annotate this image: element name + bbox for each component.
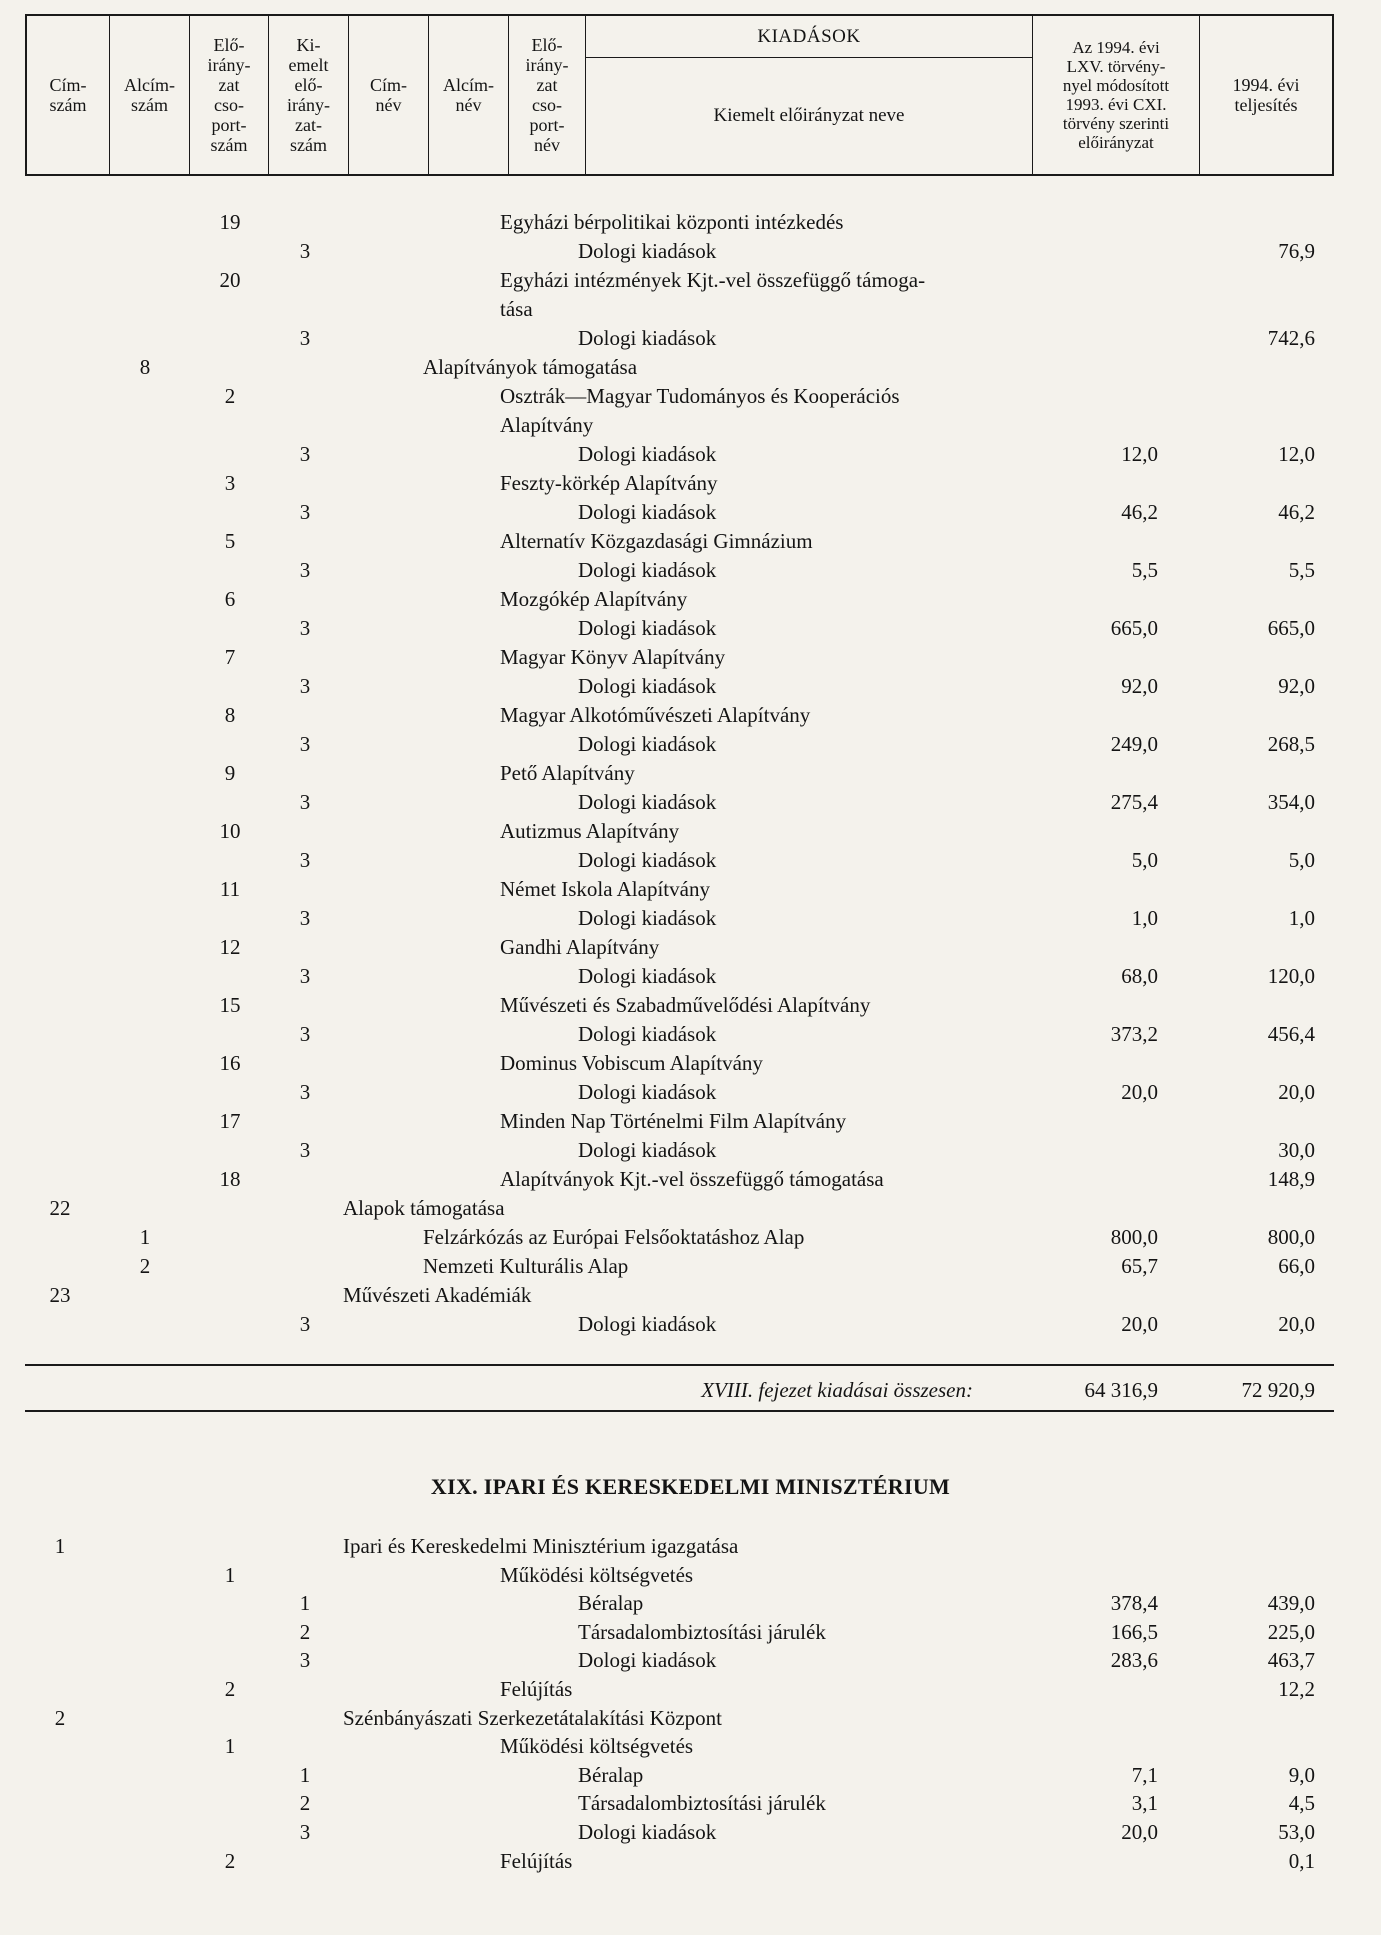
cell-cim-szam: 1 (54, 1534, 66, 1558)
cell-alcim-nev: Alapítványok támogatása (423, 355, 638, 379)
cell-kiemelt-eloiranyzat-nev: Dologi kiadások (578, 1080, 717, 1104)
cell-eloiranyzat-csoport-nev: tása (500, 297, 533, 321)
cell-eloiranyzat-csoport-nev: Magyar Alkotóművészeti Alapítvány (500, 703, 811, 727)
cell-cim-nev: Művészeti Akadémiák (343, 1283, 532, 1307)
cell-eloiranyzat-csoport-szam: 8 (224, 703, 236, 727)
header-teljesites: 1994. évi teljesítés (1232, 75, 1300, 115)
cell-eloiranyzat-csoport-szam: 19 (219, 210, 241, 234)
cell-eloiranyzat-csoport-nev: Osztrák—Magyar Tudományos és Kooperációs (500, 384, 900, 408)
cell-kiemelt-eloiranyzat-szam: 3 (299, 1312, 311, 1336)
table-row (0, 1252, 1381, 1280)
table-row (0, 1675, 1381, 1703)
cell-kiemelt-eloiranyzat-nev: Béralap (578, 1591, 644, 1616)
cell-alcim-szam: 1 (139, 1225, 151, 1249)
table-row (0, 1078, 1381, 1106)
cell-modositott-eloiranyzat: 800,0 (1110, 1225, 1158, 1249)
header-cim-nev: Cím- név (349, 16, 429, 174)
cell-teljesites: 463,7 (1267, 1648, 1315, 1673)
table-row (0, 1732, 1381, 1760)
cell-modositott-eloiranyzat: 92,0 (1121, 674, 1158, 698)
cell-teljesites: 20,0 (1278, 1312, 1315, 1336)
cell-eloiranyzat-csoport-nev: Működési költségvetés (500, 1562, 694, 1587)
table-row (0, 1789, 1381, 1817)
table-row (0, 1165, 1381, 1193)
cell-teljesites: 148,9 (1267, 1167, 1315, 1191)
cell-eloiranyzat-csoport-szam: 7 (224, 645, 236, 669)
table-row (0, 527, 1381, 555)
cell-eloiranyzat-csoport-szam: 9 (224, 761, 236, 785)
cell-teljesites: 9,0 (1288, 1762, 1315, 1787)
table-row (0, 1561, 1381, 1589)
cell-eloiranyzat-csoport-szam: 17 (219, 1109, 241, 1133)
cell-eloiranyzat-csoport-nev: Magyar Könyv Alapítvány (500, 645, 726, 669)
table-row (0, 904, 1381, 932)
cell-teljesites: 76,9 (1278, 239, 1315, 263)
cell-kiemelt-eloiranyzat-szam: 3 (299, 1820, 311, 1844)
cell-eloiranyzat-csoport-szam: 2 (224, 384, 236, 408)
cell-kiemelt-eloiranyzat-nev: Társadalombiztosítási járulék (578, 1619, 826, 1644)
total-modositott: 64 316,9 (1084, 1378, 1158, 1402)
cell-alcim-nev: Nemzeti Kulturális Alap (423, 1254, 629, 1278)
table-row (0, 295, 1381, 323)
cell-modositott-eloiranyzat: 283,6 (1110, 1648, 1158, 1673)
cell-modositott-eloiranyzat: 46,2 (1121, 500, 1158, 524)
table-row (0, 469, 1381, 497)
cell-eloiranyzat-csoport-nev: Minden Nap Történelmi Film Alapítvány (500, 1109, 847, 1133)
cell-kiemelt-eloiranyzat-nev: Dologi kiadások (578, 239, 717, 263)
section-title: XIX. IPARI ÉS KERESKEDELMI MINISZTÉRIUM (430, 1474, 951, 1499)
cell-modositott-eloiranyzat: 5,0 (1131, 848, 1158, 872)
cell-alcim-szam: 8 (139, 355, 151, 379)
table-row (0, 1107, 1381, 1135)
cell-eloiranyzat-csoport-szam: 6 (224, 587, 236, 611)
table-row (0, 1589, 1381, 1617)
cell-kiemelt-eloiranyzat-szam: 1 (299, 1762, 311, 1787)
table-row (0, 1618, 1381, 1646)
header-cim-szam: Cím- szám (27, 16, 110, 174)
table-row (0, 1847, 1381, 1875)
cell-kiemelt-eloiranyzat-szam: 2 (299, 1791, 311, 1816)
table-row (0, 788, 1381, 816)
table-row (0, 730, 1381, 758)
cell-modositott-eloiranyzat: 275,4 (1110, 790, 1158, 814)
cell-teljesites: 354,0 (1267, 790, 1315, 814)
cell-teljesites: 46,2 (1278, 500, 1315, 524)
cell-teljesites: 742,6 (1267, 326, 1315, 350)
cell-kiemelt-eloiranyzat-nev: Béralap (578, 1762, 644, 1787)
cell-eloiranyzat-csoport-szam: 16 (219, 1051, 241, 1075)
cell-kiemelt-eloiranyzat-nev: Dologi kiadások (578, 790, 717, 814)
table-row (0, 846, 1381, 874)
table-header (25, 14, 1334, 176)
cell-cim-szam: 2 (54, 1705, 66, 1730)
cell-eloiranyzat-csoport-nev: Mozgókép Alapítvány (500, 587, 688, 611)
table-row (0, 1223, 1381, 1251)
cell-teljesites: 456,4 (1267, 1022, 1315, 1046)
cell-kiemelt-eloiranyzat-nev: Dologi kiadások (578, 848, 717, 872)
cell-kiemelt-eloiranyzat-szam: 3 (299, 790, 311, 814)
cell-modositott-eloiranyzat: 373,2 (1110, 1022, 1158, 1046)
cell-alcim-szam: 2 (139, 1254, 151, 1278)
table-row (0, 672, 1381, 700)
cell-kiemelt-eloiranyzat-szam: 3 (299, 239, 311, 263)
cell-eloiranyzat-csoport-nev: Dominus Vobiscum Alapítvány (500, 1051, 763, 1075)
cell-cim-nev: Szénbányászati Szerkezetátalakítási Központ (343, 1705, 723, 1730)
cell-teljesites: 66,0 (1278, 1254, 1315, 1278)
table-row (0, 440, 1381, 468)
cell-modositott-eloiranyzat: 20,0 (1121, 1312, 1158, 1336)
cell-eloiranyzat-csoport-nev: Művészeti és Szabadművelődési Alapítvány (500, 993, 871, 1017)
cell-teljesites: 665,0 (1267, 616, 1315, 640)
cell-teljesites: 5,5 (1288, 558, 1315, 582)
cell-eloiranyzat-csoport-nev: Gandhi Alapítvány (500, 935, 660, 959)
cell-alcim-nev: Felzárkózás az Európai Felsőoktatáshoz Alap (423, 1225, 805, 1249)
cell-kiemelt-eloiranyzat-szam: 2 (299, 1619, 311, 1644)
table-row (0, 324, 1381, 352)
table-row (0, 556, 1381, 584)
cell-kiemelt-eloiranyzat-szam: 3 (299, 1080, 311, 1104)
header-eloiranyzat-csoport-nev: Elő- irány- zat cso- port- név (509, 16, 586, 174)
total-rule-top (25, 1364, 1334, 1366)
cell-modositott-eloiranyzat: 249,0 (1110, 732, 1158, 756)
header-eloiranyzat-csoport-szam: Elő- irány- zat cso- port- szám (190, 16, 269, 174)
cell-modositott-eloiranyzat: 1,0 (1131, 906, 1158, 930)
cell-modositott-eloiranyzat: 68,0 (1121, 964, 1158, 988)
cell-teljesites: 0,1 (1288, 1848, 1315, 1873)
cell-kiemelt-eloiranyzat-nev: Dologi kiadások (578, 1138, 717, 1162)
cell-teljesites: 20,0 (1278, 1080, 1315, 1104)
cell-teljesites: 4,5 (1288, 1791, 1315, 1816)
header-alcim-nev: Alcím- név (429, 16, 509, 174)
table-row (0, 1020, 1381, 1048)
cell-kiemelt-eloiranyzat-szam: 3 (299, 732, 311, 756)
cell-modositott-eloiranyzat: 20,0 (1121, 1080, 1158, 1104)
cell-eloiranyzat-csoport-szam: 10 (219, 819, 241, 843)
cell-kiemelt-eloiranyzat-szam: 3 (299, 500, 311, 524)
cell-modositott-eloiranyzat: 3,1 (1131, 1791, 1158, 1816)
cell-eloiranyzat-csoport-nev: Egyházi intézmények Kjt.-vel összefüggő támoga- (500, 268, 926, 292)
cell-kiemelt-eloiranyzat-nev: Dologi kiadások (578, 616, 717, 640)
cell-kiemelt-eloiranyzat-nev: Dologi kiadások (578, 906, 717, 930)
cell-eloiranyzat-csoport-nev: Alapítvány (500, 413, 594, 437)
cell-modositott-eloiranyzat: 665,0 (1110, 616, 1158, 640)
cell-kiemelt-eloiranyzat-szam: 3 (299, 1022, 311, 1046)
table-row (0, 1310, 1381, 1338)
header-kiadasok: KIADÁSOK (586, 16, 1032, 58)
cell-kiemelt-eloiranyzat-nev: Dologi kiadások (578, 732, 717, 756)
cell-kiemelt-eloiranyzat-szam: 3 (299, 1138, 311, 1162)
header-alcim-szam: Alcím- szám (110, 16, 190, 174)
table-row (0, 1049, 1381, 1077)
table-row (0, 498, 1381, 526)
cell-teljesites: 53,0 (1278, 1820, 1315, 1844)
cell-modositott-eloiranyzat: 65,7 (1121, 1254, 1158, 1278)
header-kiemelt-eloiranyzat-szam: Ki- emelt elő- irány- zat- szám (269, 16, 349, 174)
total-label: XVIII. fejezet kiadásai összesen: (701, 1378, 973, 1402)
cell-eloiranyzat-csoport-nev: Pető Alapítvány (500, 761, 635, 785)
cell-eloiranyzat-csoport-szam: 11 (219, 877, 241, 901)
table-row (0, 585, 1381, 613)
cell-eloiranyzat-csoport-nev: Egyházi bérpolitikai központi intézkedés (500, 210, 844, 234)
header-modositott-eloiranyzat: Az 1994. évi LXV. törvény- nyel módosított 1993. évi CXI. törvény szerinti előirányzat (1033, 16, 1200, 174)
table-row (0, 208, 1381, 236)
cell-kiemelt-eloiranyzat-nev: Dologi kiadások (578, 674, 717, 698)
table-row (0, 1532, 1381, 1560)
cell-kiemelt-eloiranyzat-szam: 3 (299, 616, 311, 640)
header-kiadasok-group (586, 16, 1033, 174)
cell-eloiranyzat-csoport-szam: 20 (219, 268, 241, 292)
cell-eloiranyzat-csoport-szam: 12 (219, 935, 241, 959)
table-row (0, 266, 1381, 294)
cell-kiemelt-eloiranyzat-nev: Dologi kiadások (578, 964, 717, 988)
cell-kiemelt-eloiranyzat-szam: 3 (299, 558, 311, 582)
total-row (0, 1376, 1381, 1404)
cell-kiemelt-eloiranyzat-szam: 3 (299, 442, 311, 466)
table-row (0, 1646, 1381, 1674)
cell-teljesites: 12,2 (1278, 1677, 1315, 1701)
cell-modositott-eloiranyzat: 20,0 (1121, 1820, 1158, 1844)
table-row (0, 1704, 1381, 1732)
table-row (0, 614, 1381, 642)
table-row (0, 237, 1381, 265)
table-row (0, 817, 1381, 845)
cell-cim-szam: 22 (49, 1196, 71, 1220)
cell-teljesites: 5,0 (1288, 848, 1315, 872)
cell-kiemelt-eloiranyzat-nev: Dologi kiadások (578, 1820, 717, 1844)
cell-kiemelt-eloiranyzat-nev: Dologi kiadások (578, 1312, 717, 1336)
header-kiemelt-nev: Kiemelt előirányzat neve (713, 104, 905, 126)
cell-kiemelt-eloiranyzat-szam: 3 (299, 1648, 311, 1673)
cell-modositott-eloiranyzat: 5,5 (1131, 558, 1158, 582)
table-row (0, 1761, 1381, 1789)
cell-kiemelt-eloiranyzat-nev: Dologi kiadások (578, 326, 717, 350)
cell-eloiranyzat-csoport-szam: 3 (224, 471, 236, 495)
table-row (0, 875, 1381, 903)
table-row (0, 1194, 1381, 1222)
cell-cim-szam: 23 (49, 1283, 71, 1307)
cell-teljesites: 439,0 (1267, 1591, 1315, 1616)
cell-eloiranyzat-csoport-nev: Autizmus Alapítvány (500, 819, 680, 843)
table-row (0, 643, 1381, 671)
cell-eloiranyzat-csoport-szam: 18 (219, 1167, 241, 1191)
cell-kiemelt-eloiranyzat-nev: Dologi kiadások (578, 1022, 717, 1046)
cell-kiemelt-eloiranyzat-szam: 3 (299, 848, 311, 872)
table-row (0, 1136, 1381, 1164)
cell-eloiranyzat-csoport-nev: Feszty-körkép Alapítvány (500, 471, 718, 495)
cell-eloiranyzat-csoport-nev: Felújítás (500, 1848, 573, 1873)
cell-cim-nev: Alapok támogatása (343, 1196, 505, 1220)
cell-kiemelt-eloiranyzat-nev: Dologi kiadások (578, 442, 717, 466)
cell-eloiranyzat-csoport-szam: 5 (224, 529, 236, 553)
cell-modositott-eloiranyzat: 12,0 (1121, 442, 1158, 466)
table-row (0, 1818, 1381, 1846)
table-row (0, 962, 1381, 990)
cell-teljesites: 92,0 (1278, 674, 1315, 698)
table-row (0, 411, 1381, 439)
cell-eloiranyzat-csoport-nev: Alapítványok Kjt.-vel összefüggő támogatása (500, 1167, 884, 1191)
cell-teljesites: 1,0 (1288, 906, 1315, 930)
cell-eloiranyzat-csoport-nev: Alternatív Közgazdasági Gimnázium (500, 529, 813, 553)
cell-eloiranyzat-csoport-nev: Felújítás (500, 1677, 573, 1701)
cell-cim-nev: Ipari és Kereskedelmi Minisztérium igazgatása (343, 1534, 739, 1558)
cell-teljesites: 800,0 (1267, 1225, 1315, 1249)
cell-eloiranyzat-csoport-szam: 2 (224, 1677, 236, 1701)
cell-modositott-eloiranyzat: 378,4 (1110, 1591, 1158, 1616)
cell-teljesites: 225,0 (1267, 1619, 1315, 1644)
cell-kiemelt-eloiranyzat-nev: Dologi kiadások (578, 500, 717, 524)
table-row (0, 382, 1381, 410)
table-row (0, 353, 1381, 381)
cell-kiemelt-eloiranyzat-nev: Társadalombiztosítási járulék (578, 1791, 826, 1816)
cell-kiemelt-eloiranyzat-szam: 3 (299, 964, 311, 988)
table-row (0, 1281, 1381, 1309)
total-teljesites: 72 920,9 (1241, 1378, 1315, 1402)
table-row (0, 759, 1381, 787)
cell-eloiranyzat-csoport-szam: 2 (224, 1848, 236, 1873)
cell-eloiranyzat-csoport-szam: 1 (224, 1562, 236, 1587)
table-row (0, 991, 1381, 1019)
cell-teljesites: 12,0 (1278, 442, 1315, 466)
cell-eloiranyzat-csoport-szam: 1 (224, 1734, 236, 1759)
cell-teljesites: 268,5 (1267, 732, 1315, 756)
cell-eloiranyzat-csoport-nev: Német Iskola Alapítvány (500, 877, 710, 901)
cell-modositott-eloiranyzat: 166,5 (1110, 1619, 1158, 1644)
cell-kiemelt-eloiranyzat-szam: 3 (299, 326, 311, 350)
cell-teljesites: 30,0 (1278, 1138, 1315, 1162)
cell-kiemelt-eloiranyzat-nev: Dologi kiadások (578, 558, 717, 582)
table-row (0, 933, 1381, 961)
cell-modositott-eloiranyzat: 7,1 (1131, 1762, 1158, 1787)
table-row (0, 701, 1381, 729)
cell-teljesites: 120,0 (1267, 964, 1315, 988)
cell-kiemelt-eloiranyzat-szam: 3 (299, 674, 311, 698)
cell-kiemelt-eloiranyzat-nev: Dologi kiadások (578, 1648, 717, 1673)
cell-kiemelt-eloiranyzat-szam: 1 (299, 1591, 311, 1616)
cell-eloiranyzat-csoport-nev: Működési költségvetés (500, 1734, 694, 1759)
cell-kiemelt-eloiranyzat-szam: 3 (299, 906, 311, 930)
total-rule-bottom (25, 1410, 1334, 1412)
cell-eloiranyzat-csoport-szam: 15 (219, 993, 241, 1017)
